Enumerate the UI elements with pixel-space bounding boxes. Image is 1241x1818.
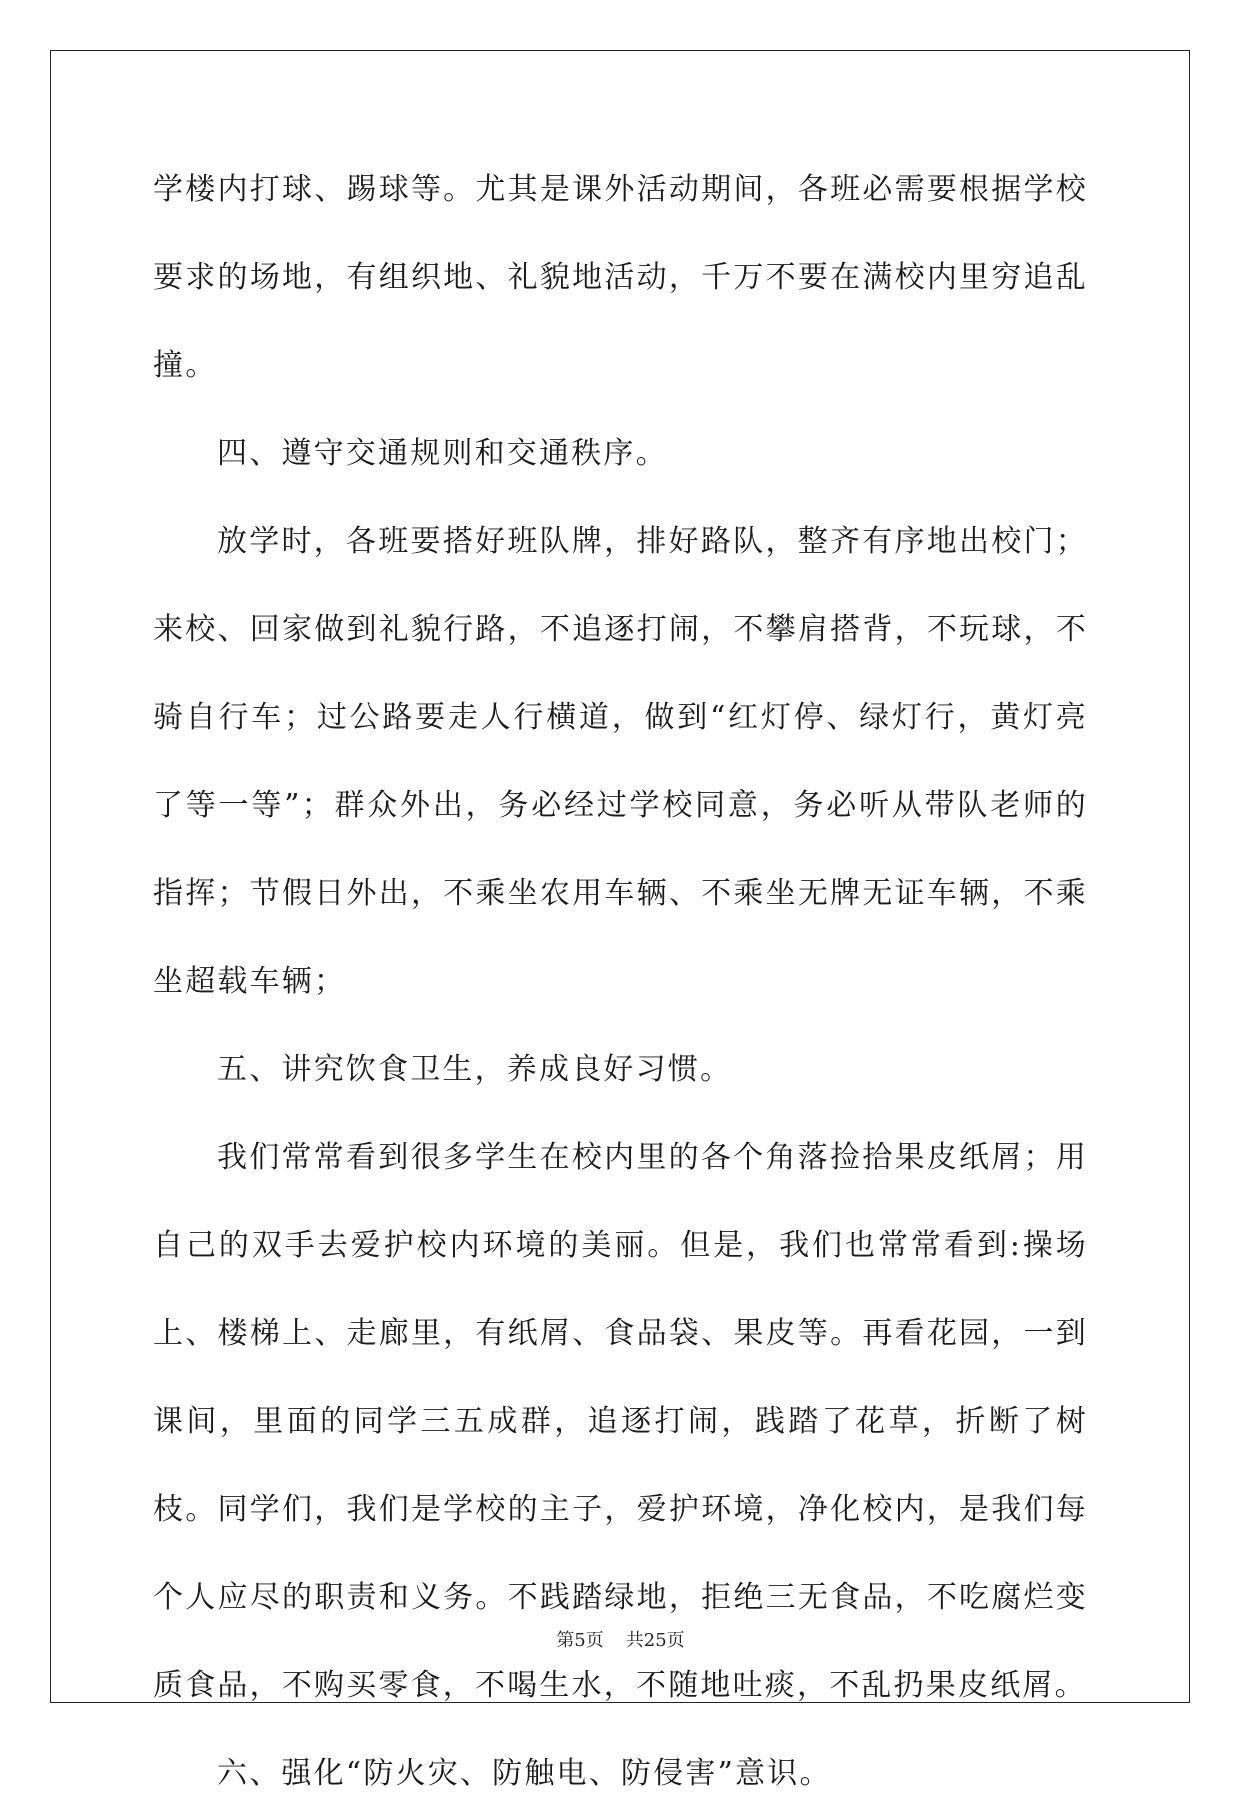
document-body xyxy=(153,146,1088,1818)
paragraph-continuation: 学楼内打球、踢球等。尤其是课外活动期间，各班必需要根据学校要求的场地，有组织地、礼貌地活动，千万不要在满校内里穷追乱撞。 xyxy=(153,172,1088,383)
page-number: 第5页 xyxy=(556,1630,604,1651)
page-total: 共25页 xyxy=(625,1630,685,1651)
paragraph-traffic: 放学时，各班要搭好班队牌，排好路队，整齐有序地出校门；来校、回家做到礼貌行路，不追逐打闹，不攀肩搭背，不玩球，不骑自行车；过公路要走人行横道，做到“红灯停、绿灯行，黄灯亮了等一等”；群众外出，务必经过学校同意，务必听从带队老师的指挥；节假日外出，不乘坐农用车辆、不乘坐无牌无证车辆，不乘坐超载车辆； xyxy=(153,524,1088,999)
heading-traffic-rules: 四、遵守交通规则和交通秩序。 xyxy=(217,436,668,471)
heading-safety-awareness: 六、强化“防火灾、防触电、防侵害”意识。 xyxy=(217,1756,832,1791)
heading-food-hygiene: 五、讲究饮食卫生，养成良好习惯。 xyxy=(217,1052,733,1087)
paragraph-hygiene: 我们常常看到很多学生在校内里的各个角落捡拾果皮纸屑；用自己的双手去爱护校内环境的美丽。但是，我们也常常看到:操场上、楼梯上、走廊里，有纸屑、食品袋、果皮等。再看花园，一到课间，里面的同学三五成群，追逐打闹，践踏了花草，折断了树枝。同学们，我们是学校的主子，爱护环境，净化校内，是我们每个人应尽的职责和义务。不践踏绿地，拒绝三无食品，不吃腐烂变质食品，不购买零食，不喝生水，不随地吐痰，不乱扔果皮纸屑。 xyxy=(153,1140,1088,1703)
page-footer xyxy=(0,1626,1241,1652)
